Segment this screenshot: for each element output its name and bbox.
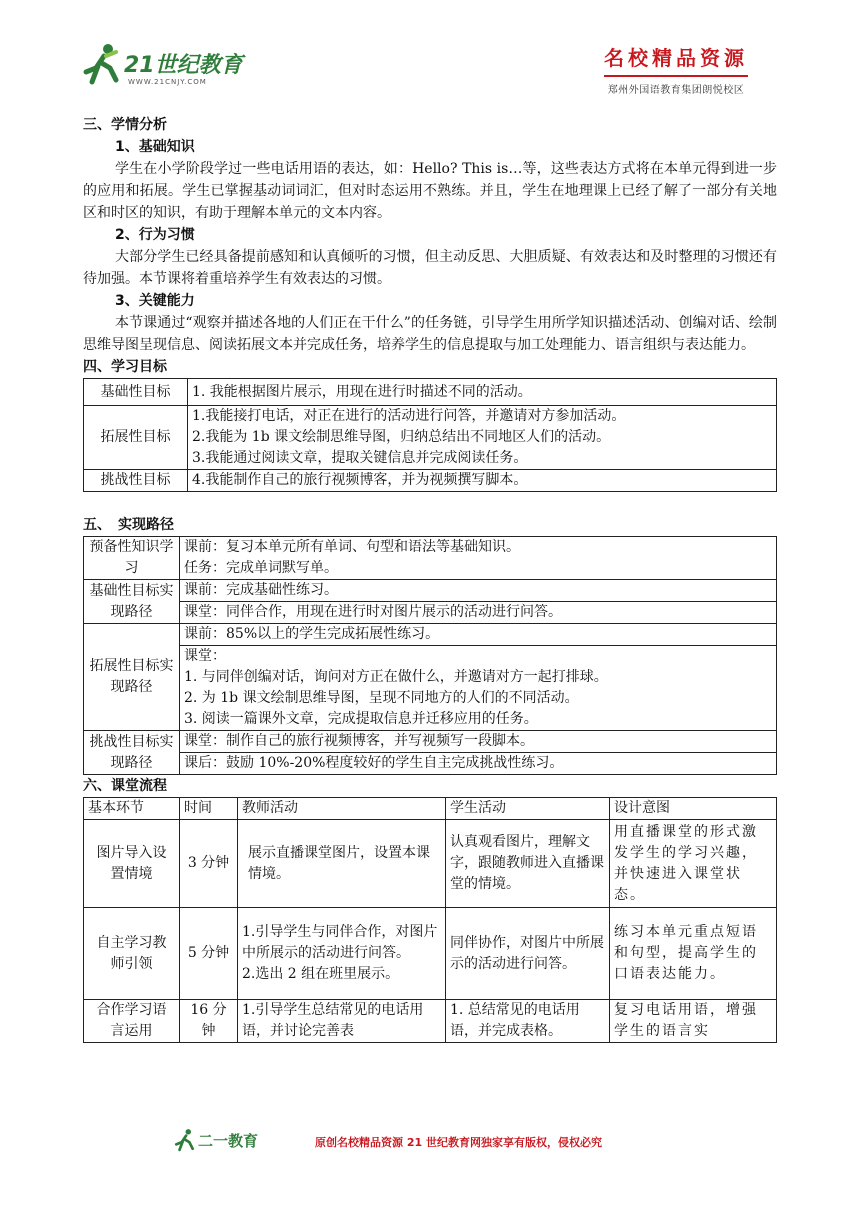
- table-cell: [180, 537, 777, 580]
- subsection-title: 2、行为习惯: [115, 227, 195, 243]
- table-line: 3.我能通过阅读文章，提取关键信息并完成阅读任务。: [192, 450, 528, 466]
- table-line: 1.我能接打电话，对正在进行的活动进行问答，并邀请对方参加活动。: [192, 408, 626, 424]
- table-cell: 3 分钟: [180, 820, 238, 908]
- table-cell: 图片导入设置情境: [84, 820, 180, 908]
- table-cell: 拓展性目标: [84, 406, 188, 470]
- table-line: 1. 与同伴创编对话，询问对方正在做什么，并邀请对方一起打排球。: [184, 669, 608, 685]
- table-cell: 1.引导学生总结常见的电话用语，并讨论完善表: [238, 1000, 446, 1043]
- table-row: [84, 406, 777, 470]
- paragraph: 大部分学生已经具备提前感知和认真倾听的习惯，但主动反思、大胆质疑、有效表达和及时整理的习惯还有待加强。本节课将着重培养学生有效表达的习惯。: [83, 249, 777, 287]
- brand-block: [604, 42, 748, 96]
- table-row: [84, 379, 777, 406]
- table-cell: 课后：鼓励 10%-20%程度较好的学生自主完成挑战性练习。: [180, 753, 777, 775]
- table-cell: 认真观看图片，理解文字，跟随教师进入直播课堂的情境。: [446, 820, 610, 908]
- table-header-cell: 设计意图: [610, 798, 777, 820]
- logo-text: 21世纪教育: [124, 53, 243, 78]
- page-footer: [0, 1120, 860, 1160]
- table-row: [84, 580, 777, 602]
- paragraph: 本节课通过“观察并描述各地的人们正在干什么”的任务链，引导学生用所学知识描述活动、创编对话、绘制思维导图呈现信息、阅读拓展文本并完成任务，培养学生的信息提取与加工处理能力、语言组织与表达能力。: [83, 315, 777, 353]
- subsection-title: 1、基础知识: [115, 139, 195, 155]
- table-row: [84, 908, 777, 1000]
- logo-url: WWW.21CNJY.COM: [128, 78, 207, 86]
- table-line: 任务：完成单词默写单。: [184, 560, 338, 576]
- table-cell: [180, 646, 777, 731]
- table-cell: [188, 406, 777, 470]
- table-cell: 课堂：同伴合作，用现在进行时对图片展示的活动进行问答。: [180, 602, 777, 624]
- table-line: 2.我能为 1b 课文绘制思维导图，归纳总结出不同地区人们的活动。: [192, 429, 611, 445]
- table-cell: 挑战性目标实现路径: [84, 731, 180, 775]
- section-title: 四、学习目标: [83, 359, 167, 375]
- table-cell: 课前：85%以上的学生完成拓展性练习。: [180, 624, 777, 646]
- table-cell: 基础性目标: [84, 379, 188, 406]
- table-row: [84, 537, 777, 580]
- runner-icon: [82, 42, 122, 86]
- table-header-cell: 时间: [180, 798, 238, 820]
- brand-title: 名校精品资源: [604, 46, 748, 70]
- table-row: [84, 731, 777, 753]
- brand-subtitle: 郑州外国语教育集团朗悦校区: [607, 85, 745, 96]
- footer-logo: 二一教育: [198, 1132, 259, 1150]
- table-line: 课前：复习本单元所有单词、句型和语法等基础知识。: [184, 539, 520, 555]
- table-cell: 1. 我能根据图片展示，用现在进行时描述不同的活动。: [188, 379, 777, 406]
- table-row: [84, 602, 777, 624]
- table-cell: 同伴协作，对图片中所展示的活动进行问答。: [446, 908, 610, 1000]
- table-line: 2. 为 1b 课文绘制思维导图，呈现不同地方的人们的不同活动。: [184, 690, 579, 706]
- table-cell: 16 分钟: [180, 1000, 238, 1043]
- subsection-title: 3、关键能力: [115, 293, 195, 309]
- table-cell: 基础性目标实现路径: [84, 580, 180, 624]
- brand-divider: [604, 75, 748, 77]
- table-cell: 课堂：制作自己的旅行视频博客，并写视频写一段脚本。: [180, 731, 777, 753]
- table-row: [84, 624, 777, 646]
- table-cell: 1. 总结常见的电话用语，并完成表格。: [446, 1000, 610, 1043]
- table-row: [84, 753, 777, 775]
- page-header: [0, 0, 860, 105]
- table-line: 3. 阅读一篇课外文章，完成提取信息并迁移应用的任务。: [184, 711, 538, 727]
- table-row: [84, 470, 777, 492]
- table-cell: 课前：完成基础性练习。: [180, 580, 777, 602]
- table-cell: 练习本单元重点短语和句型，提高学生的口语表达能力。: [610, 908, 777, 1000]
- table-cell: 1.引导学生与同伴合作，对图片中所展示的活动进行问答。 2.选出 2 组在班里展示。: [238, 908, 446, 1000]
- table-row: [84, 646, 777, 731]
- table-row: [84, 1000, 777, 1043]
- section-title: 五、 实现路径: [83, 517, 174, 533]
- flow-table: [83, 797, 777, 1043]
- paragraph: 学生在小学阶段学过一些电话用语的表达，如：Hello? This is…等，这些表达方式将在本单元得到进一步的应用和拓展。学生已掌握基动词词汇，但对时态运用不熟练。并且，学生在地理课上已经了解了一部分有关地区和时区的知识，有助于理解本单元的文本内容。: [83, 161, 777, 221]
- table-header-cell: 学生活动: [446, 798, 610, 820]
- table-cell: 复习电话用语，增强学生的语言实: [610, 1000, 777, 1043]
- table-line: 课堂：: [184, 648, 226, 664]
- section-title: 六、课堂流程: [83, 778, 167, 794]
- table-cell: 合作学习语言运用: [84, 1000, 180, 1043]
- table-cell: 预备性知识学习: [84, 537, 180, 580]
- footer-text: 原创名校精品资源 21 世纪教育网独家享有版权，侵权必究: [315, 1136, 602, 1149]
- table-header-cell: 基本环节: [84, 798, 180, 820]
- path-table: [83, 536, 777, 775]
- goals-table: [83, 378, 777, 492]
- table-header-row: [84, 798, 777, 820]
- table-cell: 4.我能制作自己的旅行视频博客，并为视频撰写脚本。: [188, 470, 777, 492]
- table-header-cell: 教师活动: [238, 798, 446, 820]
- table-cell: 自主学习教师引领: [84, 908, 180, 1000]
- table-cell: 挑战性目标: [84, 470, 188, 492]
- table-cell: 展示直播课堂图片，设置本课情境。: [238, 820, 446, 908]
- table-cell: 用直播课堂的形式激发学生的学习兴趣，并快速进入课堂状态。: [610, 820, 777, 908]
- table-cell: 拓展性目标实现路径: [84, 624, 180, 731]
- section-title: 三、学情分析: [83, 117, 167, 133]
- runner-icon: [174, 1128, 196, 1152]
- site-logo: [82, 40, 252, 90]
- table-row: [84, 820, 777, 908]
- document-body: [83, 114, 777, 1043]
- table-cell: 5 分钟: [180, 908, 238, 1000]
